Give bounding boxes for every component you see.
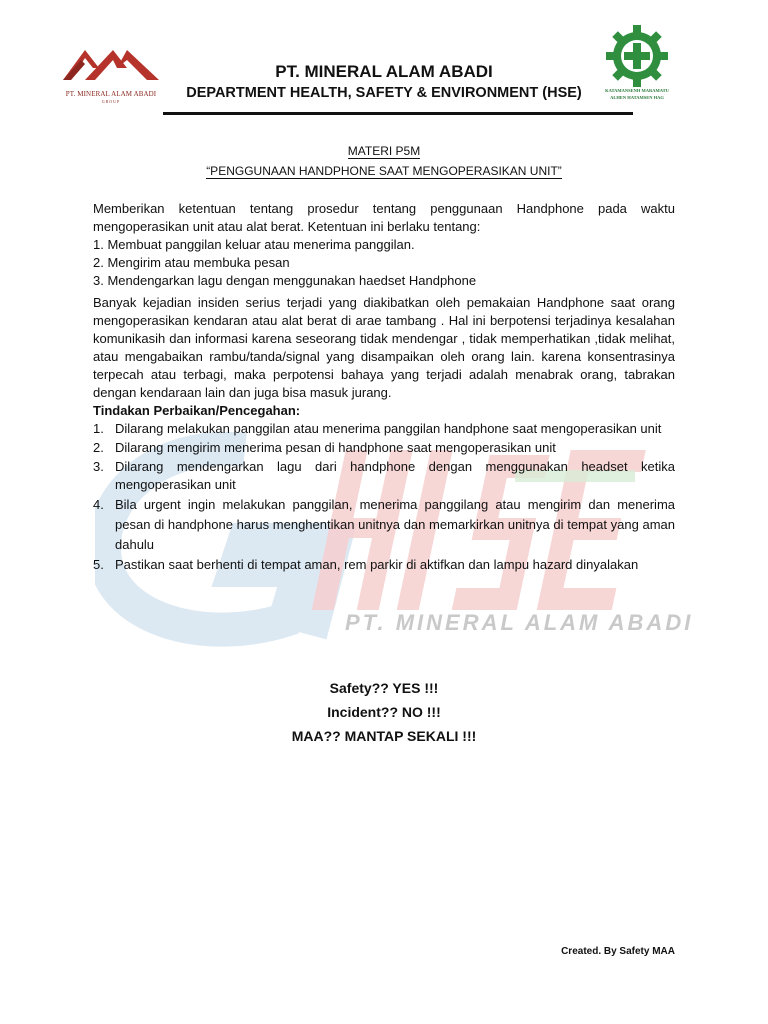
material-label xyxy=(94,144,674,158)
safety-gear-cross-icon xyxy=(592,25,682,87)
created-by: Created. By Safety MAA xyxy=(561,946,675,957)
list-text: Bila urgent ingin melakukan panggilan, menerima panggilang atau mengirim dan menerima pesan di handphone harus menghentikan unitnya dan memarkirkan unitnya di tempat yang aman dahulu xyxy=(115,497,675,552)
slogan-incident: Incident?? NO !!! xyxy=(327,704,441,720)
list-number: 3. xyxy=(93,459,104,474)
list-item xyxy=(93,458,675,494)
mountain-logo-icon xyxy=(55,46,167,88)
explanation-paragraph: Banyak kejadian insiden serius terjadi yang diakibatkan oleh pemakaian Handphone saat orang mengoperasikan kendaran atau alat berat di arae tambang . Hal ini berpotensi terjadinya kesalahan komunikasih dan informasi karena seseorang tidak mendengar , tidak memperhatikan ,tidak melihat, atau mengabaikan rambu/tanda/signal yang disampaikan oleh orang lain. karena konsentrasinya terpecah atau terbagi, maka perpotensi bahaya yang terjadi adalah menabrak orang, tabrakan dengan kendaraan lain dan juga bisa masuk jurang. xyxy=(93,295,675,400)
list-item: 2. Mengirim atau membuka pesan xyxy=(93,255,290,270)
action-heading: Tindakan Perbaikan/Pencegahan: xyxy=(93,403,301,418)
intro-paragraph: Memberikan ketentuan tentang prosedur tentang penggunaan Handphone pada waktu mengoperasikan unit atau alat berat. Ketentuan ini berlaku tentang: xyxy=(93,201,675,234)
list-text: Dilarang mengirim menerima pesan di handphone saat mengoperasikan unit xyxy=(115,440,556,455)
list-text: Dilarang melakukan panggilan atau menerima panggilan handphone saat mengoperasikan unit xyxy=(115,421,662,436)
list-item xyxy=(93,439,675,457)
slogan-maa: MAA?? MANTAP SEKALI !!! xyxy=(291,728,477,744)
header-divider xyxy=(163,112,633,115)
list-text: Dilarang mendengarkan lagu dari handphone dengan menggunakan headset ketika mengoperasikan unit xyxy=(115,459,675,492)
safety-logo-right xyxy=(592,25,682,105)
slogan-safety: Safety?? YES !!! xyxy=(329,680,439,696)
list-number: 1. xyxy=(93,421,104,436)
list-number: 2. xyxy=(93,440,104,455)
company-logo-left xyxy=(55,46,167,106)
right-logo-text-2: ALHEN HATAMSEN HAG xyxy=(610,95,664,100)
list-number: 5. xyxy=(93,557,104,572)
list-number: 4. xyxy=(93,497,104,512)
document-title xyxy=(94,164,674,178)
list-item xyxy=(93,495,675,555)
left-logo-subtext: GROUP xyxy=(101,99,121,104)
list-text: Pastikan saat berhenti di tempat aman, rem parkir di aktifkan dan lampu hazard dinyalakan xyxy=(115,557,639,572)
document-body xyxy=(93,200,675,575)
rules-list xyxy=(93,236,675,290)
material-label-text: MATERI P5M xyxy=(347,144,421,158)
action-list xyxy=(93,420,675,574)
department-name: DEPARTMENT HEALTH, SAFETY & ENVIRONMENT (HSE) xyxy=(186,85,582,101)
right-logo-text-1: KATAMANSENH MARAMATU xyxy=(605,88,669,93)
slogans xyxy=(94,676,674,748)
watermark-text: PT. MINERAL ALAM ABADI xyxy=(345,610,694,635)
left-logo-text: PT. MINERAL ALAM ABADI xyxy=(65,90,157,98)
company-name: PT. MINERAL ALAM ABADI xyxy=(275,62,493,81)
list-item xyxy=(93,420,675,438)
list-item xyxy=(93,556,675,574)
document-title-text: “PENGGUNAAN HANDPHONE SAAT MENGOPERASIKAN UNIT” xyxy=(206,164,562,178)
list-item: 3. Mendengarkan lagu dengan menggunakan haedset Handphone xyxy=(93,273,477,288)
list-item: 1. Membuat panggilan keluar atau menerima panggilan. xyxy=(93,237,415,252)
